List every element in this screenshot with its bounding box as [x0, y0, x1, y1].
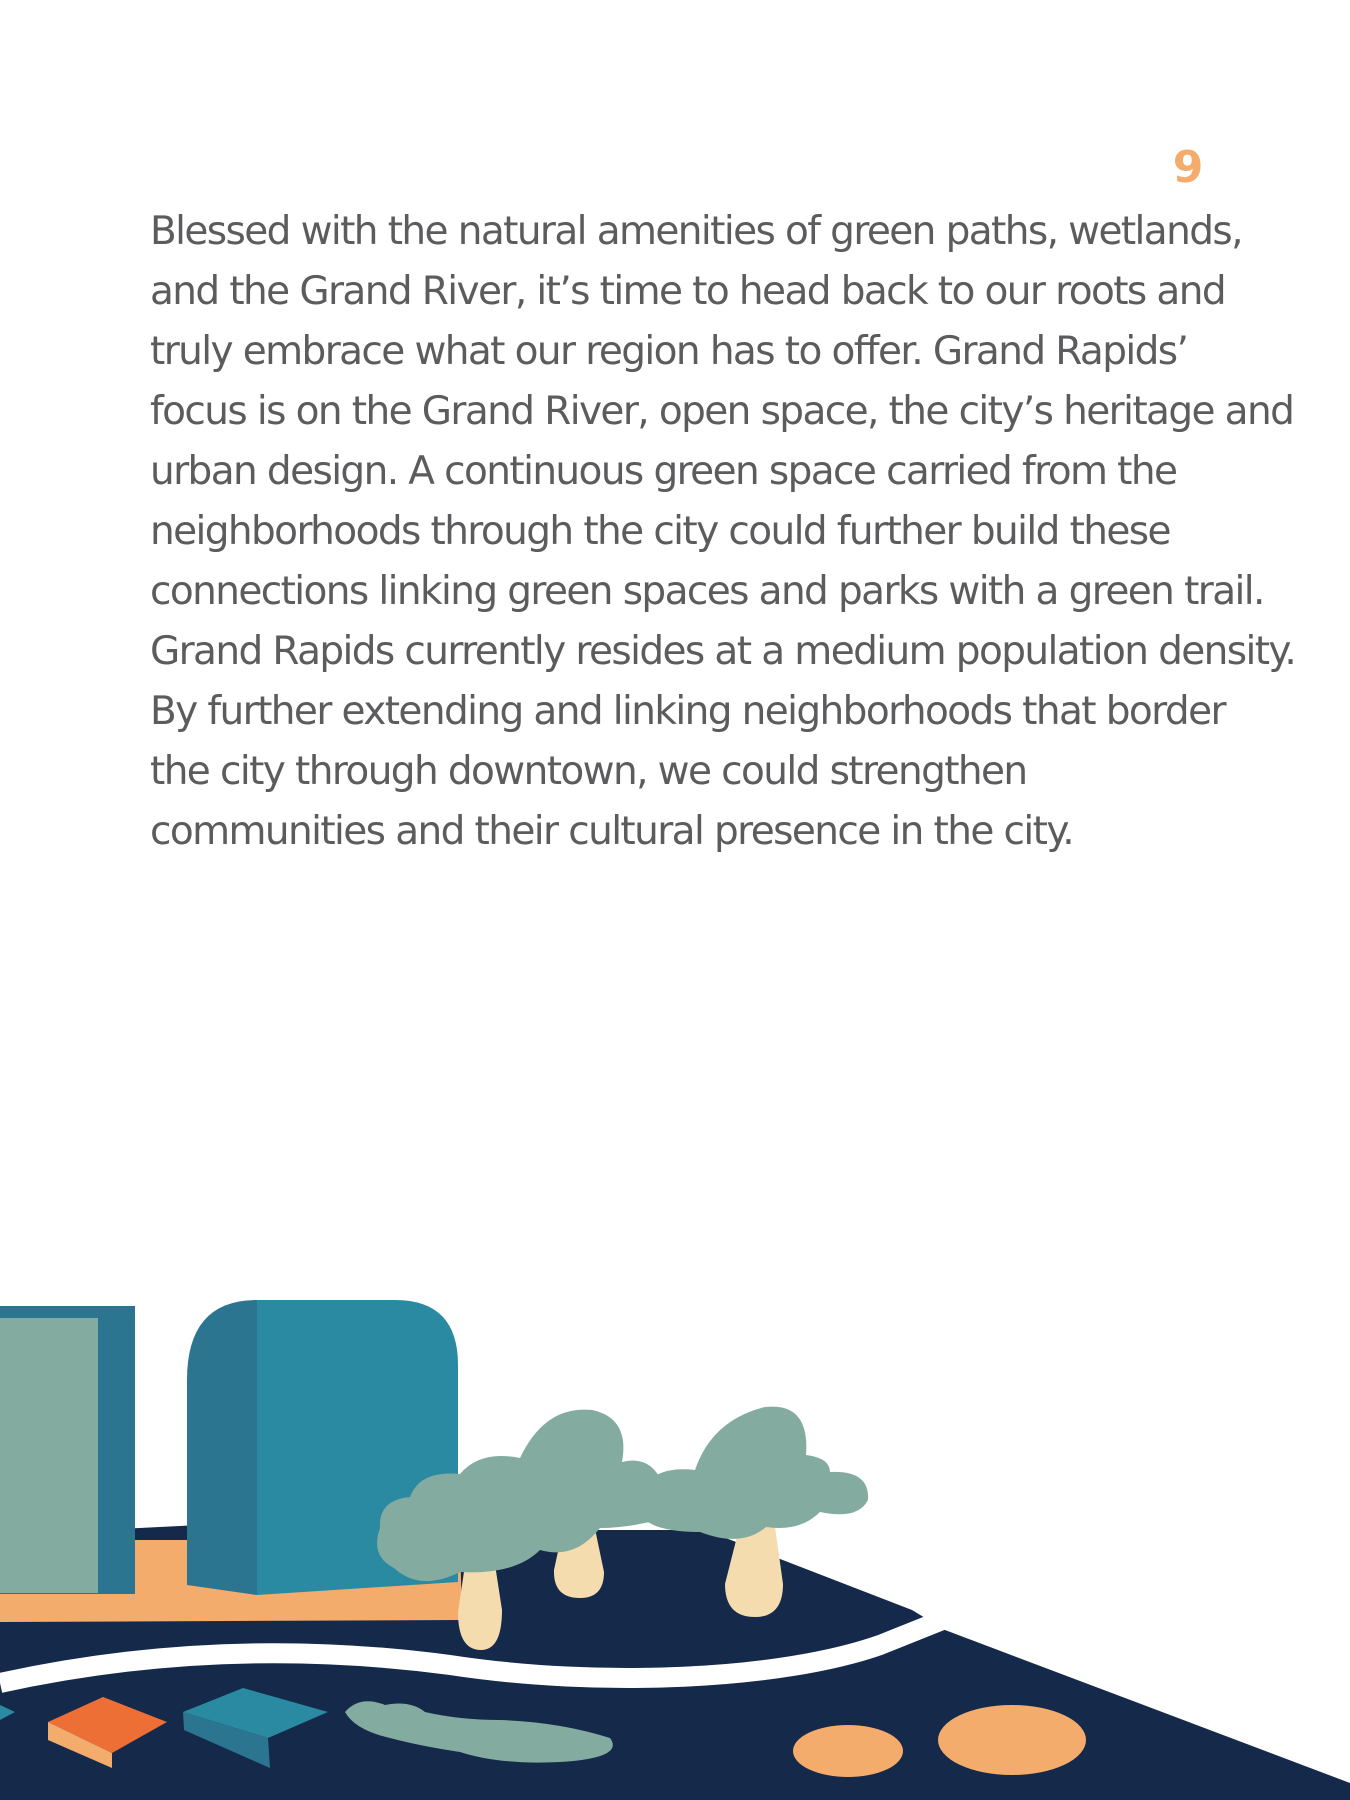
- body-line: connections linking green spaces and parks with a green trail.: [150, 569, 1264, 614]
- building-center-side: [187, 1300, 257, 1595]
- city-river-illustration: [0, 1290, 1350, 1800]
- body-line: truly embrace what our region has to offer. Grand Rapids’: [150, 329, 1188, 374]
- body-line: focus is on the Grand River, open space, the city’s heritage and: [150, 389, 1294, 434]
- orange-stone: [793, 1725, 903, 1777]
- body-line: communities and their cultural presence in the city.: [150, 809, 1074, 854]
- body-line: urban design. A continuous green space carried from the: [150, 449, 1177, 494]
- body-line: neighborhoods through the city could further build these: [150, 509, 1170, 554]
- building-left-front: [0, 1318, 98, 1593]
- body-line: Blessed with the natural amenities of green paths, wetlands,: [150, 209, 1242, 254]
- body-line: the city through downtown, we could strengthen: [150, 749, 1027, 794]
- body-line: Grand Rapids currently resides at a medium population density.: [150, 629, 1296, 674]
- tree-canopy: [640, 1407, 868, 1539]
- body-line: and the Grand River, it’s time to head back to our roots and: [150, 269, 1226, 314]
- body-paragraph: [150, 202, 1296, 862]
- orange-stone: [938, 1705, 1086, 1775]
- page-number: 9: [1172, 142, 1204, 193]
- body-line: By further extending and linking neighborhoods that border: [150, 689, 1225, 734]
